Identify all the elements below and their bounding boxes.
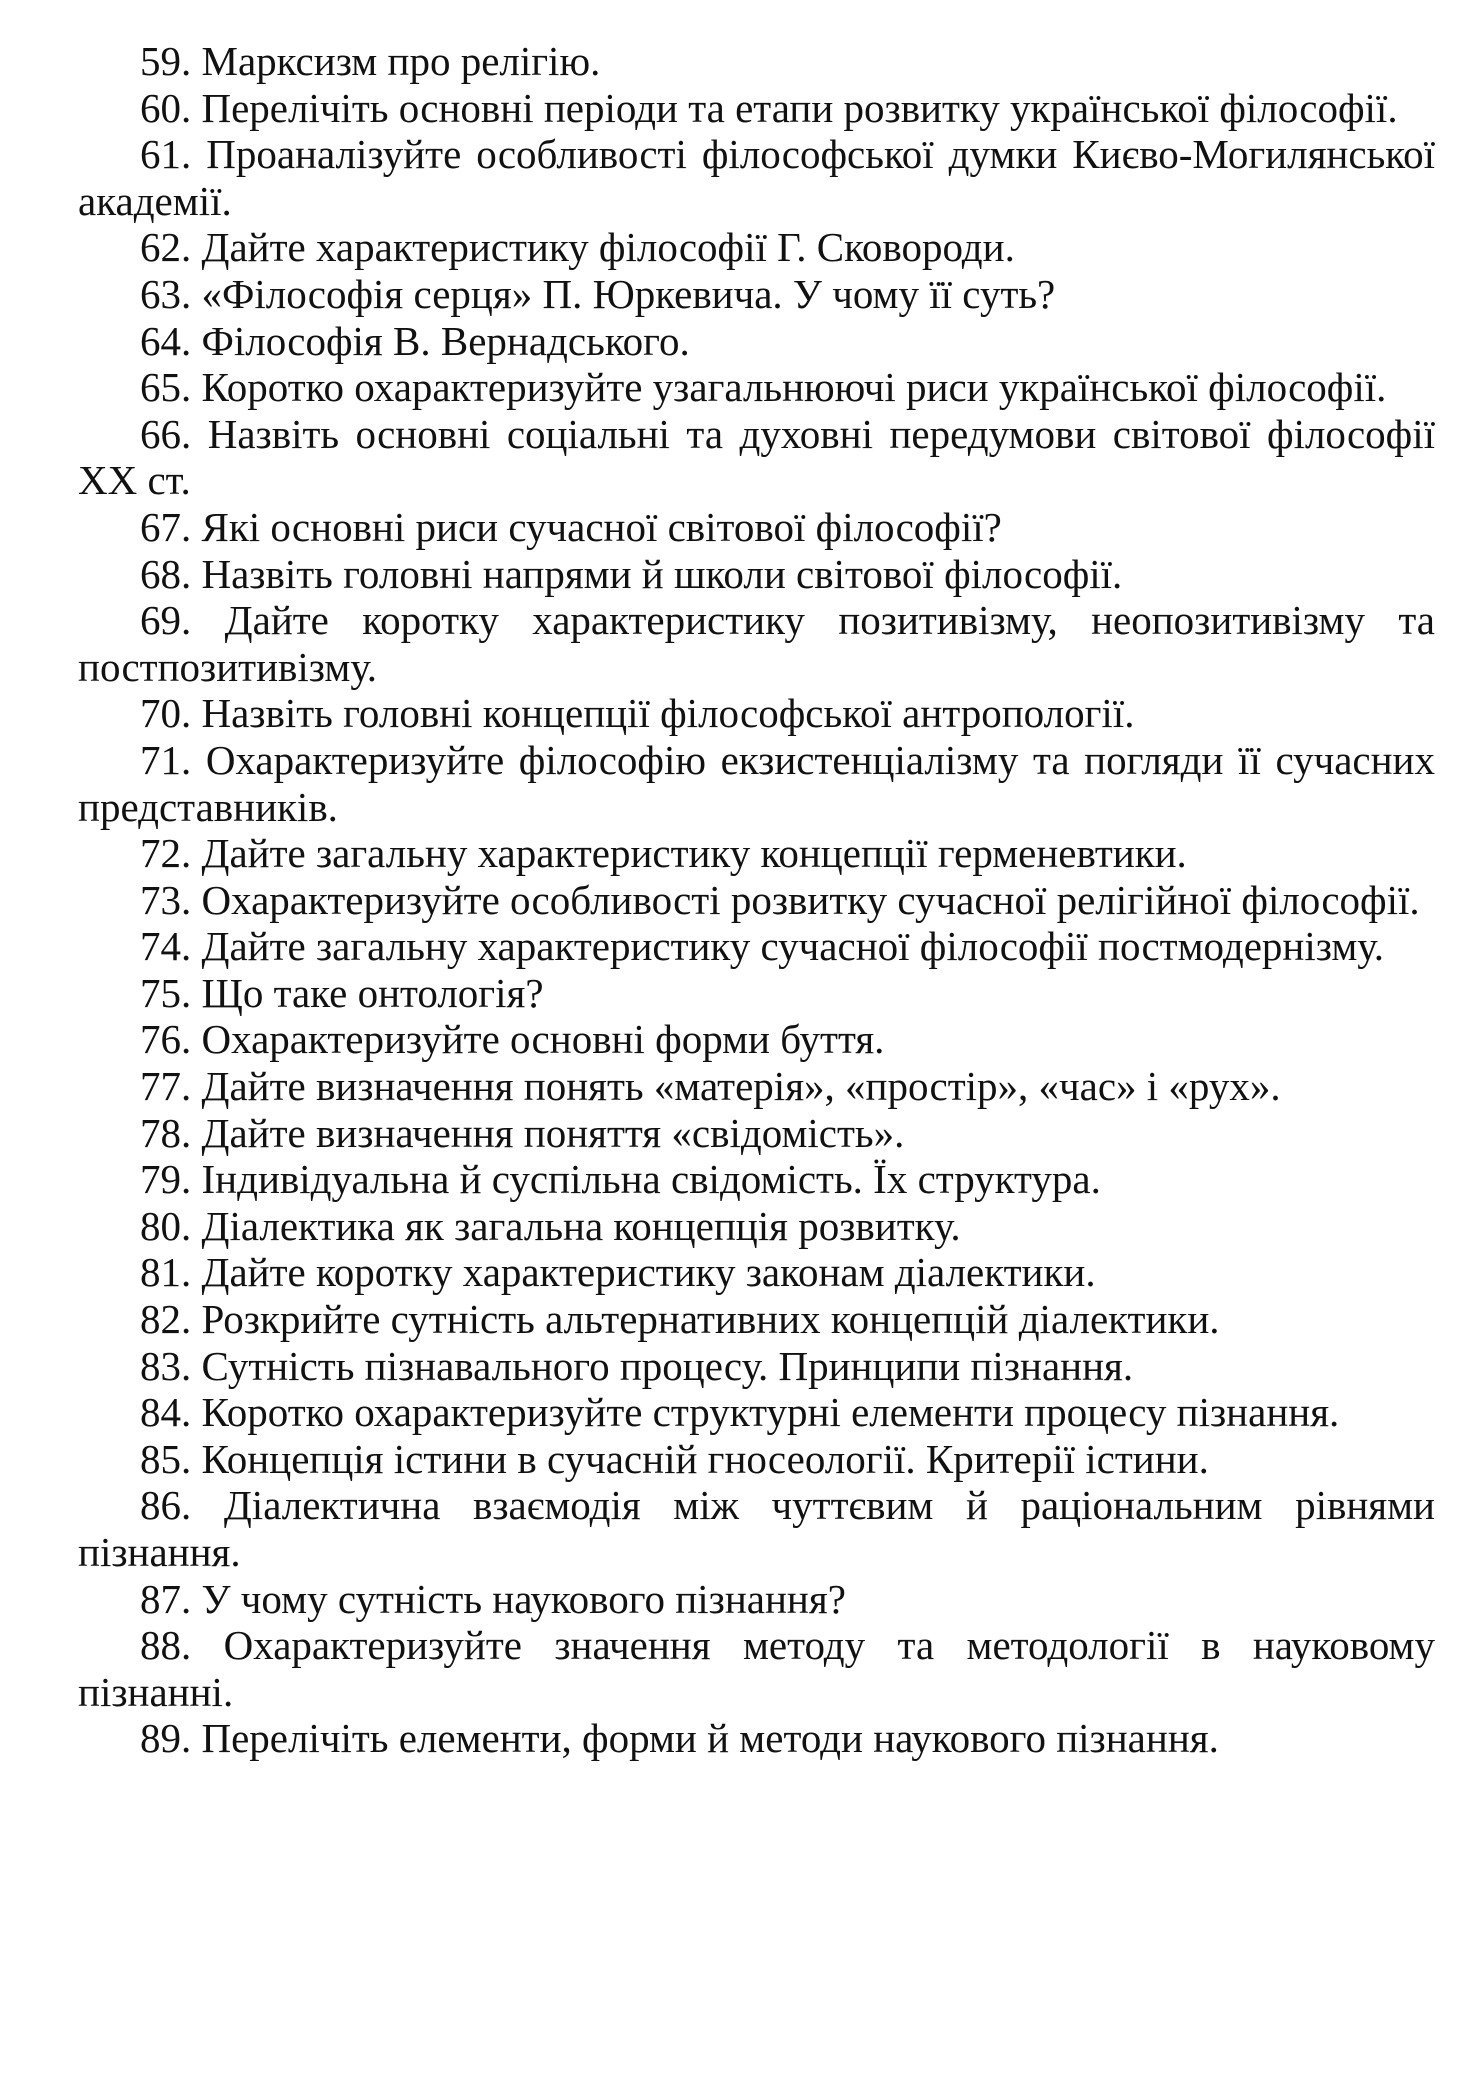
- question-text: Філософія В. Вернадського.: [201, 317, 690, 364]
- question-79: [78, 1156, 1435, 1203]
- question-text: Дайте загальну характеристику сучасної філософії постмодернізму.: [201, 923, 1384, 970]
- question-83: [78, 1343, 1435, 1390]
- question-85: [78, 1436, 1435, 1483]
- question-75: [78, 970, 1435, 1017]
- question-63: [78, 271, 1435, 318]
- question-text: Охарактеризуйте особливості розвитку сучасної релігійної філософії.: [201, 876, 1420, 923]
- question-77: [78, 1063, 1435, 1110]
- question-number: 64.: [140, 317, 192, 364]
- question-71: [78, 737, 1435, 830]
- question-84: [78, 1389, 1435, 1436]
- question-text: Що таке онтологія?: [201, 969, 544, 1016]
- question-number: 74.: [140, 923, 192, 970]
- question-number: 60.: [140, 84, 192, 131]
- question-number: 70.: [140, 690, 192, 737]
- question-number: 80.: [140, 1202, 192, 1249]
- question-text: Дайте визначення поняття «свідомість».: [201, 1109, 905, 1156]
- question-number: 81.: [140, 1249, 192, 1296]
- question-number: 63.: [140, 270, 192, 317]
- question-number: 62.: [140, 224, 192, 271]
- question-68: [78, 551, 1435, 598]
- question-69: [78, 597, 1435, 690]
- question-number: 83.: [140, 1342, 192, 1389]
- question-text: Коротко охарактеризуйте структурні елементи процесу пізнання.: [201, 1389, 1340, 1436]
- question-text: «Філософія серця» П. Юркевича. У чому її суть?: [201, 270, 1056, 317]
- question-number: 66.: [140, 410, 192, 457]
- question-number: 85.: [140, 1435, 192, 1482]
- question-text: Охарактеризуйте значення методу та методології в науковому пізнанні.: [78, 1622, 1436, 1715]
- question-72: [78, 830, 1435, 877]
- question-text: Назвіть головні концепції філософської антропології.: [201, 690, 1135, 737]
- question-86: [78, 1482, 1435, 1575]
- question-text: Сутність пізнавального процесу. Принципи пізнання.: [201, 1342, 1134, 1389]
- question-65: [78, 364, 1435, 411]
- question-text: Охарактеризуйте основні форми буття.: [201, 1016, 885, 1063]
- question-text: Марксизм про релігію.: [201, 38, 601, 84]
- question-text: Дайте коротку характеристику законам діалектики.: [201, 1249, 1096, 1296]
- question-text: Дайте характеристику філософії Г. Сковороди.: [201, 224, 1015, 271]
- question-number: 84.: [140, 1389, 192, 1436]
- question-text: Дайте загальну характеристику концепції герменевтики.: [201, 830, 1187, 877]
- question-74: [78, 923, 1435, 970]
- question-82: [78, 1296, 1435, 1343]
- question-text: Проаналізуйте особливості філософської думки Києво-Могилянської академії.: [78, 131, 1435, 224]
- question-66: [78, 411, 1435, 504]
- question-89: [78, 1715, 1435, 1762]
- question-number: 86.: [140, 1482, 192, 1529]
- question-text: Охарактеризуйте філософію екзистенціалізму та погляди її сучасних представників.: [78, 736, 1435, 830]
- question-59: [78, 38, 1435, 85]
- question-number: 82.: [140, 1296, 192, 1343]
- question-text: Перелічіть основні періоди та етапи розвитку української філософії.: [201, 84, 1398, 131]
- question-80: [78, 1203, 1435, 1250]
- question-text: Діалектика як загальна концепція розвитку.: [201, 1202, 961, 1249]
- question-64: [78, 318, 1435, 365]
- question-number: 76.: [140, 1016, 192, 1063]
- question-text: У чому сутність наукового пізнання?: [201, 1575, 846, 1622]
- question-61: [78, 131, 1435, 224]
- question-text: Назвіть основні соціальні та духовні передумови світової філософії XX ст.: [78, 410, 1436, 504]
- question-81: [78, 1249, 1435, 1296]
- question-number: 88.: [140, 1622, 192, 1669]
- question-number: 65.: [140, 364, 192, 411]
- question-text: Назвіть головні напрями й школи світової філософії.: [201, 550, 1123, 597]
- question-73: [78, 877, 1435, 924]
- question-text: Коротко охарактеризуйте узагальнюючі риси української філософії.: [201, 364, 1387, 411]
- question-76: [78, 1016, 1435, 1063]
- question-60: [78, 85, 1435, 132]
- question-number: 72.: [140, 830, 192, 877]
- question-number: 68.: [140, 550, 192, 597]
- question-text: Концепція істини в сучасній гносеології. Критерії істини.: [201, 1435, 1209, 1482]
- question-62: [78, 224, 1435, 271]
- question-number: 79.: [140, 1156, 192, 1203]
- question-number: 89.: [140, 1715, 192, 1762]
- question-number: 61.: [140, 131, 192, 178]
- question-number: 71.: [140, 736, 192, 783]
- question-number: 87.: [140, 1575, 192, 1622]
- question-number: 73.: [140, 876, 192, 923]
- question-text: Дайте визначення понять «матерія», «простір», «час» і «рух».: [201, 1063, 1281, 1110]
- question-text: Дайте коротку характеристику позитивізму, неопозитивізму та постпозитивізму.: [78, 597, 1436, 690]
- question-text: Які основні риси сучасної світової філософії?: [201, 503, 1002, 550]
- question-87: [78, 1576, 1435, 1623]
- question-number: 75.: [140, 969, 192, 1016]
- question-number: 77.: [140, 1063, 192, 1110]
- question-number: 59.: [140, 38, 192, 84]
- question-67: [78, 504, 1435, 551]
- question-number: 67.: [140, 503, 192, 550]
- question-70: [78, 690, 1435, 737]
- question-number: 69.: [140, 597, 192, 644]
- question-text: Перелічіть елементи, форми й методи наукового пізнання.: [201, 1715, 1219, 1762]
- question-78: [78, 1110, 1435, 1157]
- question-text: Діалектична взаємодія між чуттєвим й раціональним рівнями пізнання.: [78, 1482, 1436, 1575]
- question-88: [78, 1622, 1435, 1715]
- question-text: Розкрийте сутність альтернативних концепцій діалектики.: [201, 1296, 1220, 1343]
- question-number: 78.: [140, 1109, 192, 1156]
- question-text: Індивідуальна й суспільна свідомість. Їх структура.: [201, 1156, 1101, 1203]
